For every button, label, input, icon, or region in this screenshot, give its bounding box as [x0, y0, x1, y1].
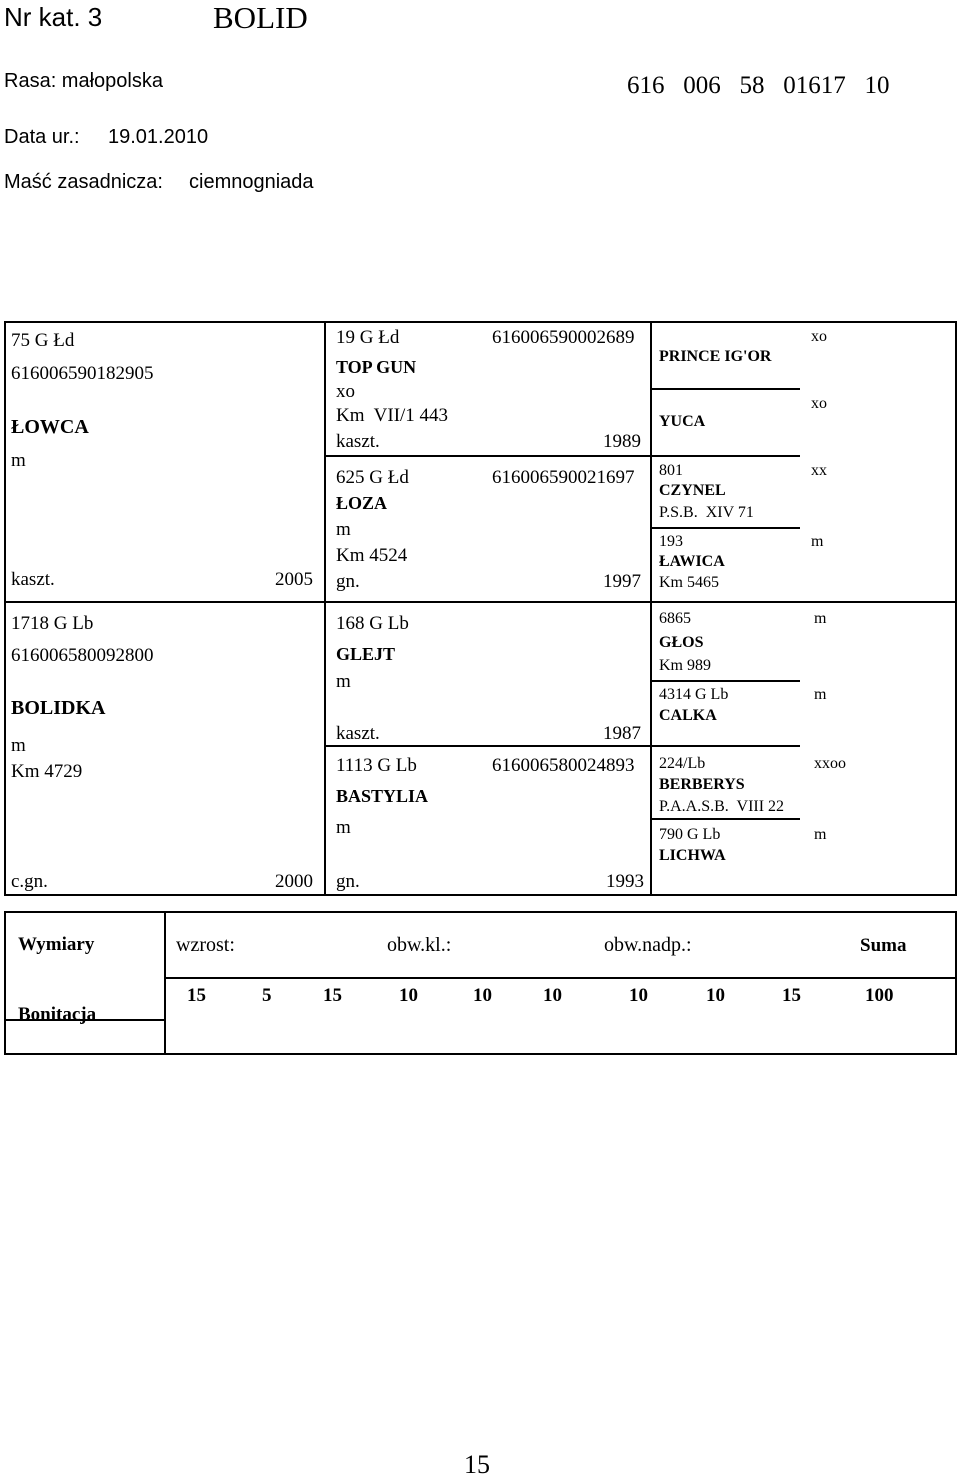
- dam-sire-color: kaszt.: [336, 723, 380, 744]
- dss-note: Km 989: [659, 657, 711, 674]
- dd-name: ŁAWICA: [659, 553, 725, 570]
- page-number: 15: [464, 1450, 490, 1479]
- sire-dam-note: Km 4524: [336, 545, 408, 566]
- dam-sire-sex: m: [336, 671, 351, 692]
- ddd-name: LICHWA: [659, 847, 726, 864]
- score-value: 15: [323, 985, 342, 1006]
- dam-sire-code: 168 G Lb: [336, 613, 409, 634]
- dss-line: m: [814, 610, 827, 627]
- catalog-number: Nr kat. 3: [4, 2, 103, 32]
- coat-color-value: ciemnogniada: [189, 171, 314, 193]
- suma-label: Suma: [860, 935, 907, 956]
- ddd-code: 790 G Lb: [659, 826, 721, 843]
- sire-sire-name: TOP GUN: [336, 357, 417, 377]
- birth-date-value: 19.01.2010: [108, 126, 209, 148]
- dam-sire-name: GLEJT: [336, 644, 396, 664]
- sire-dam-number: 616006590021697: [492, 467, 635, 488]
- wymiary-label: Wymiary: [18, 934, 95, 955]
- score-value: 10: [706, 985, 725, 1006]
- dsd-name: CALKA: [659, 707, 717, 724]
- sire-sire-year: 1989: [603, 431, 641, 452]
- dam-note: Km 4729: [11, 761, 83, 782]
- ddd-line: m: [814, 826, 827, 843]
- dam-color: c.gn.: [11, 871, 48, 892]
- sire-sire-color: kaszt.: [336, 431, 380, 452]
- coat-color-label: Maść zasadnicza:: [4, 171, 163, 193]
- horse-name: BOLID: [213, 0, 308, 35]
- dss-code: 6865: [659, 610, 691, 627]
- score-value: 5: [262, 985, 272, 1006]
- dam-dam-year: 1993: [606, 871, 644, 892]
- sire-sire-code: 19 G Łd: [336, 327, 400, 348]
- sire-dam-color: gn.: [336, 571, 360, 592]
- dds-note: P.A.A.S.B. VIII 22: [659, 798, 785, 815]
- sire-sire-number: 616006590002689: [492, 327, 635, 348]
- dam-dam-code: 1113 G Lb: [336, 755, 417, 776]
- score-value: 10: [399, 985, 418, 1006]
- dam-dam-color: gn.: [336, 871, 360, 892]
- sire-sire-note: Km VII/1 443: [336, 405, 449, 426]
- sire-sex: m: [11, 450, 26, 471]
- sire-dam-year: 1997: [603, 571, 641, 592]
- score-value: 10: [543, 985, 562, 1006]
- dds-name: BERBERYS: [659, 776, 745, 793]
- dam-dam-number: 616006580024893: [492, 755, 635, 776]
- ds-note: P.S.B. XIV 71: [659, 504, 754, 521]
- sd-name: YUCA: [659, 413, 706, 430]
- score-value: 15: [187, 985, 206, 1006]
- sire-code: 75 G Łd: [11, 330, 75, 351]
- ds-line: xx: [811, 462, 827, 479]
- ds-name: CZYNEL: [659, 482, 726, 499]
- sire-dam-code: 625 G Łd: [336, 467, 409, 488]
- dam-name: BOLIDKA: [11, 697, 106, 719]
- dds-line: xxoo: [814, 755, 846, 772]
- horse-id-number: 616 006 58 01617 10: [627, 72, 890, 99]
- dam-sex: m: [11, 735, 26, 756]
- ss-line: xo: [811, 328, 827, 345]
- dam-year: 2000: [275, 871, 313, 892]
- score-value: 10: [629, 985, 648, 1006]
- sire-color: kaszt.: [11, 569, 55, 590]
- ss-name: PRINCE IG'OR: [659, 348, 772, 365]
- sire-number: 616006590182905: [11, 363, 154, 384]
- dsd-code: 4314 G Lb: [659, 686, 729, 703]
- dss-name: GŁOS: [659, 634, 704, 651]
- sire-dam-name: ŁOZA: [336, 493, 388, 513]
- sire-name: ŁOWCA: [11, 416, 89, 438]
- obwnadp-label: obw.nadp.:: [604, 934, 692, 956]
- dam-code: 1718 G Lb: [11, 613, 94, 634]
- breed: Rasa: małopolska: [4, 70, 163, 92]
- ds-code: 801: [659, 462, 683, 479]
- bonitacja-label: Bonitacja: [18, 1004, 97, 1025]
- wzrost-label: wzrost:: [176, 934, 235, 956]
- dam-sire-year: 1987: [603, 723, 641, 744]
- dam-dam-name: BASTYLIA: [336, 786, 429, 806]
- dds-code: 224/Lb: [659, 755, 706, 772]
- scores-table: [4, 911, 957, 1055]
- sire-sire-line: xo: [336, 381, 355, 402]
- dam-dam-sex: m: [336, 817, 351, 838]
- sire-dam-sex: m: [336, 519, 351, 540]
- sire-year: 2005: [275, 569, 313, 590]
- birth-date-label: Data ur.:: [4, 126, 80, 148]
- score-total: 100: [865, 985, 894, 1006]
- dsd-line: m: [814, 686, 827, 703]
- sd-line: xo: [811, 395, 827, 412]
- obwkl-label: obw.kl.:: [387, 934, 452, 956]
- dd-code: 193: [659, 533, 683, 550]
- score-value: 10: [473, 985, 492, 1006]
- dd-note: Km 5465: [659, 574, 719, 591]
- dam-number: 616006580092800: [11, 645, 154, 666]
- dd-line: m: [811, 533, 824, 550]
- score-value: 15: [782, 985, 801, 1006]
